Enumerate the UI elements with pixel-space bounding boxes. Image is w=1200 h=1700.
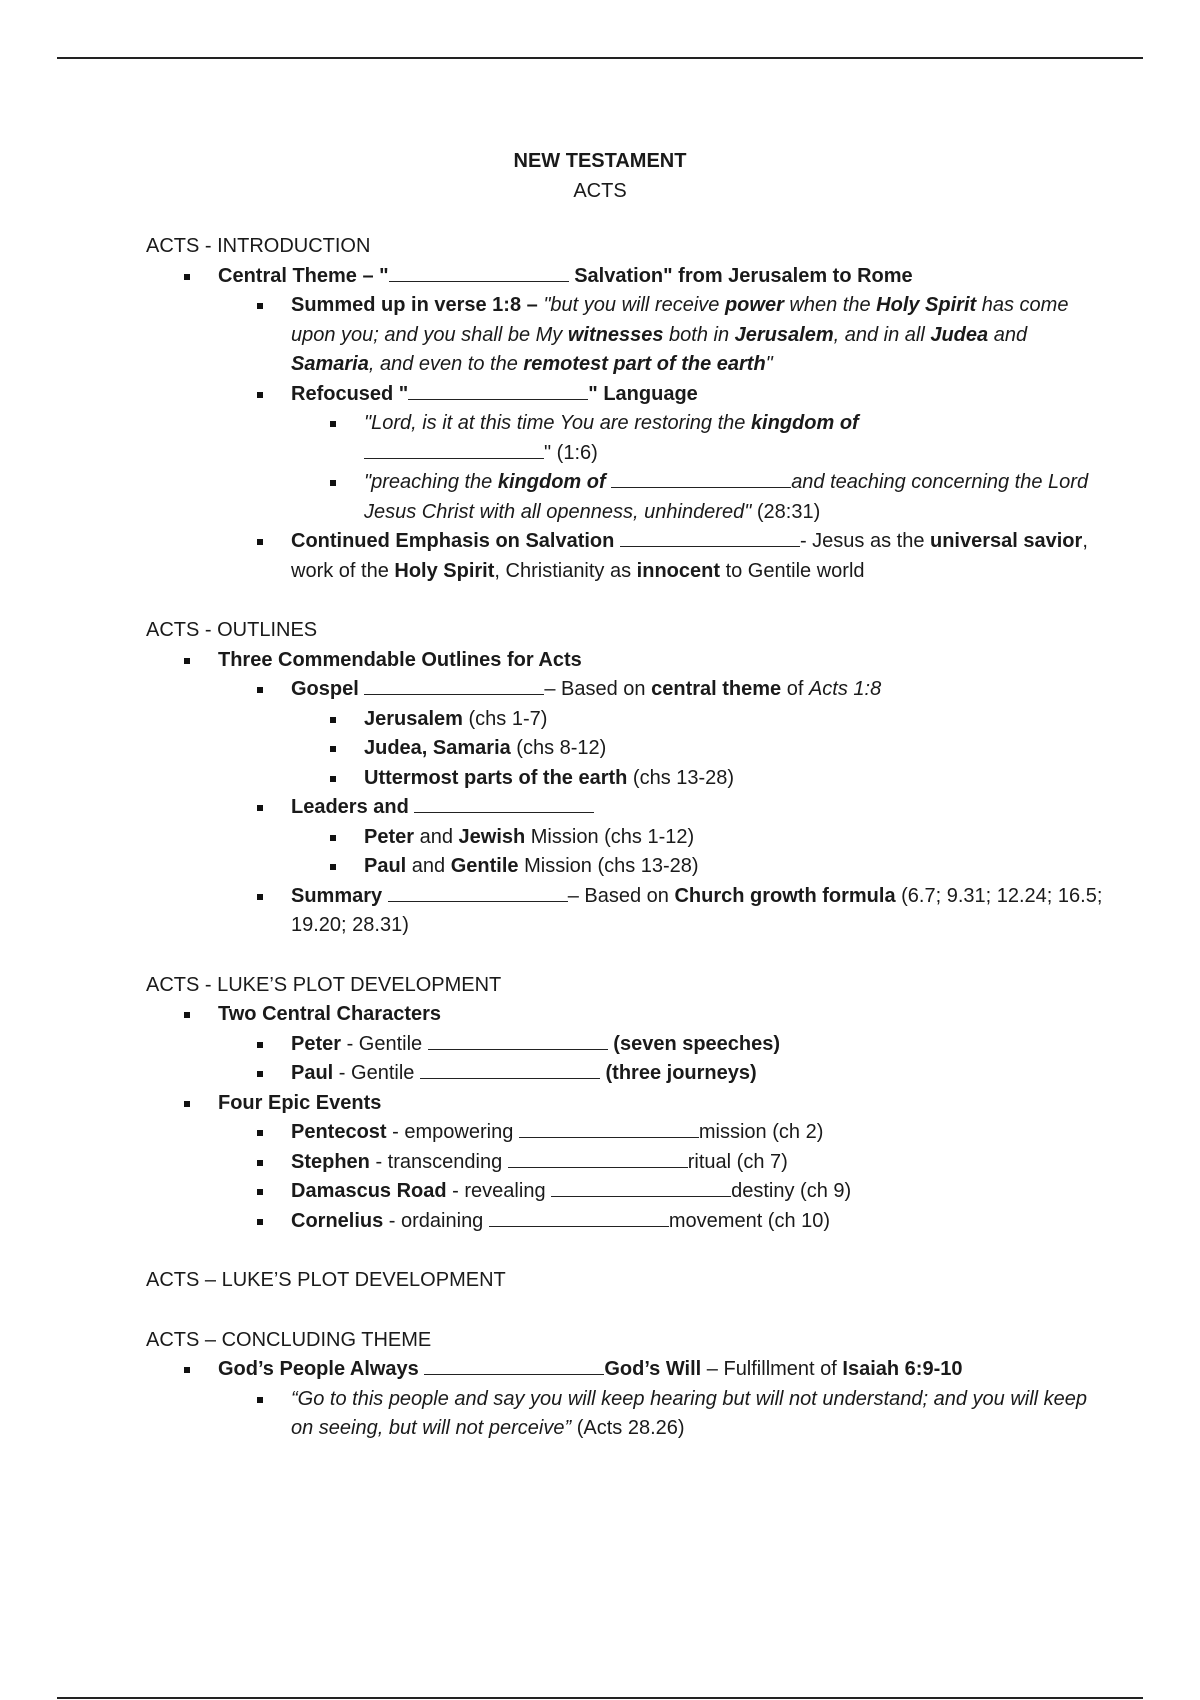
item-text: – Based on bbox=[544, 678, 652, 700]
section-concluding-theme bbox=[146, 1326, 1106, 1444]
quote-text: "Lord, is it at this time You are restoring the bbox=[364, 412, 751, 434]
item-text: - empowering bbox=[386, 1121, 519, 1143]
quote-text: both in bbox=[663, 323, 735, 346]
list-item bbox=[146, 1000, 1106, 1030]
verse-ref: (Acts 28.26) bbox=[571, 1417, 685, 1439]
item-text: - ordaining bbox=[383, 1209, 489, 1232]
chapter-ref: (chs 8-12) bbox=[510, 737, 607, 759]
bottom-rule bbox=[57, 1697, 1143, 1699]
quote-text: has come upon you; and you shall be My bbox=[291, 294, 1069, 346]
emphasis: Church growth formula bbox=[674, 884, 896, 907]
fill-blank bbox=[611, 469, 791, 488]
document-title-block bbox=[0, 146, 1200, 206]
item-text: Mission (chs 13-28) bbox=[518, 855, 699, 877]
list-item bbox=[146, 882, 1106, 941]
chapter-ref: (chs 13-28) bbox=[627, 766, 735, 789]
list-item bbox=[146, 1118, 1106, 1148]
emphasis: universal savior bbox=[930, 530, 1083, 552]
list-item bbox=[146, 468, 1106, 527]
section-outlines bbox=[146, 616, 1106, 941]
item-text: Mission (chs 1-12) bbox=[525, 825, 695, 848]
fill-blank bbox=[414, 794, 594, 813]
fill-blank bbox=[364, 440, 544, 459]
list-item bbox=[146, 291, 1106, 380]
emphasis: Gentile bbox=[450, 855, 519, 877]
item-text: to Gentile world bbox=[720, 559, 865, 582]
verse-ref: (28:31) bbox=[751, 500, 821, 523]
item-text: – Fulfillment of bbox=[701, 1358, 843, 1380]
item-label: Gospel bbox=[291, 678, 359, 700]
section-heading: ACTS - OUTLINES bbox=[146, 619, 318, 641]
item-label: Salvation" from Jerusalem to Rome bbox=[568, 264, 913, 287]
fill-blank bbox=[620, 528, 800, 547]
item-label: Two Central Characters bbox=[218, 1003, 442, 1025]
fill-blank bbox=[389, 263, 569, 282]
item-text: and bbox=[406, 855, 451, 877]
fill-blank bbox=[519, 1119, 699, 1138]
quote-text: "preaching the bbox=[364, 471, 498, 493]
list-item bbox=[146, 1089, 1106, 1119]
list-item bbox=[146, 793, 1106, 823]
emphasis: Peter bbox=[364, 825, 415, 848]
item-text: of bbox=[781, 678, 809, 700]
quote-text: and bbox=[988, 323, 1028, 346]
top-rule bbox=[57, 57, 1143, 59]
emphasis: power bbox=[724, 294, 784, 316]
item-text: , work of the bbox=[291, 530, 1088, 582]
fill-blank bbox=[388, 883, 568, 902]
item-label: God’s People Always bbox=[218, 1358, 419, 1380]
list-item bbox=[146, 705, 1106, 735]
item-text: - Gentile bbox=[341, 1032, 428, 1055]
emphasis: God’s Will bbox=[604, 1358, 702, 1380]
emphasis: Jerusalem bbox=[734, 323, 834, 346]
chapter-ref: (chs 1-7) bbox=[462, 707, 548, 730]
item-text: and bbox=[414, 825, 459, 848]
section-plot-development bbox=[146, 971, 1106, 1237]
item-text: – Based on bbox=[567, 884, 675, 907]
emphasis: Jewish bbox=[458, 825, 526, 848]
item-text: - Jesus as the bbox=[799, 530, 930, 552]
list-item bbox=[146, 734, 1106, 764]
fill-blank bbox=[364, 676, 544, 695]
section-heading: ACTS - INTRODUCTION bbox=[146, 235, 371, 257]
item-text: ritual (ch 7) bbox=[687, 1150, 788, 1173]
section-plot-development-2 bbox=[146, 1266, 1106, 1296]
list-item bbox=[146, 1177, 1106, 1207]
list-item bbox=[146, 646, 1106, 676]
item-label: Damascus Road bbox=[291, 1180, 447, 1202]
fill-blank bbox=[508, 1149, 688, 1168]
quote-text: , and even to the bbox=[368, 353, 524, 375]
outline-content bbox=[146, 232, 1106, 1474]
document-subtitle: ACTS bbox=[573, 180, 627, 202]
item-text: mission (ch 2) bbox=[698, 1121, 824, 1143]
verse-ref: (6.7; 9.31; 12.24; 16.5; 19.20; 28.31) bbox=[291, 884, 1103, 936]
emphasis: (seven speeches) bbox=[607, 1032, 781, 1055]
item-text: destiny (ch 9) bbox=[731, 1180, 852, 1202]
quote-text: and teaching concerning the Lord Jesus Christ with all openness, unhindered" bbox=[364, 471, 1089, 523]
item-label: Summary bbox=[291, 884, 383, 907]
emphasis: witnesses bbox=[567, 323, 664, 346]
emphasis: kingdom of bbox=[497, 471, 606, 493]
item-label: Jerusalem bbox=[364, 707, 463, 730]
list-item bbox=[146, 527, 1106, 586]
list-item bbox=[146, 1385, 1106, 1444]
item-label: Uttermost parts of the earth bbox=[364, 766, 628, 789]
item-label: Peter bbox=[291, 1032, 342, 1055]
document-title: NEW TESTAMENT bbox=[513, 150, 687, 172]
section-heading: ACTS – LUKE’S PLOT DEVELOPMENT bbox=[146, 1269, 506, 1291]
item-label: Three Commendable Outlines for Acts bbox=[218, 648, 582, 671]
list-item bbox=[146, 1355, 1106, 1385]
emphasis: central theme bbox=[651, 678, 782, 700]
fill-blank bbox=[428, 1031, 608, 1050]
item-label: Cornelius bbox=[291, 1209, 384, 1232]
item-label: Judea, Samaria bbox=[364, 737, 511, 759]
emphasis: Samaria bbox=[291, 353, 369, 375]
item-label: Continued Emphasis on Salvation bbox=[291, 530, 615, 552]
section-heading: ACTS – CONCLUDING THEME bbox=[146, 1328, 432, 1351]
emphasis: innocent bbox=[636, 559, 721, 582]
list-item bbox=[146, 823, 1106, 853]
fill-blank bbox=[408, 381, 588, 400]
emphasis: Paul bbox=[364, 855, 407, 877]
list-item bbox=[146, 1148, 1106, 1178]
list-item bbox=[146, 764, 1106, 794]
list-item bbox=[146, 1207, 1106, 1237]
verse-ref: " (1:6) bbox=[544, 441, 598, 464]
item-text: - Gentile bbox=[333, 1062, 420, 1084]
fill-blank bbox=[424, 1356, 604, 1375]
item-label: " Language bbox=[588, 382, 698, 405]
verse-ref: Acts 1:8 bbox=[808, 678, 882, 700]
item-label: Refocused " bbox=[291, 382, 409, 405]
list-item bbox=[146, 409, 1106, 468]
fill-blank bbox=[489, 1208, 669, 1227]
item-label: Pentecost bbox=[291, 1121, 387, 1143]
item-text: movement (ch 10) bbox=[668, 1209, 831, 1232]
list-item bbox=[146, 262, 1106, 292]
emphasis: Judea bbox=[930, 323, 989, 346]
section-heading: ACTS - LUKE’S PLOT DEVELOPMENT bbox=[146, 973, 502, 996]
quote-text: , and in all bbox=[833, 323, 931, 346]
fill-blank bbox=[420, 1060, 600, 1079]
quote-text: when the bbox=[783, 294, 877, 316]
item-text: - transcending bbox=[369, 1150, 508, 1173]
quote-text: “Go to this people and say you will keep hearing but will not understand; and you will keep on seeing, but will not perceive” bbox=[291, 1387, 1088, 1439]
emphasis: kingdom of bbox=[750, 412, 859, 434]
quote-text: " bbox=[765, 353, 773, 375]
emphasis: Isaiah 6:9-10 bbox=[842, 1358, 963, 1380]
item-text: , Christianity as bbox=[494, 559, 637, 582]
item-label: Central Theme – " bbox=[218, 264, 389, 287]
emphasis: Holy Spirit bbox=[394, 559, 495, 582]
emphasis: remotest part of the earth bbox=[523, 353, 766, 375]
item-text: - revealing bbox=[446, 1180, 552, 1202]
item-label: Four Epic Events bbox=[218, 1091, 382, 1114]
section-introduction bbox=[146, 232, 1106, 586]
emphasis: (three journeys) bbox=[599, 1062, 757, 1084]
list-item bbox=[146, 1030, 1106, 1060]
list-item bbox=[146, 1059, 1106, 1089]
emphasis: Holy Spirit bbox=[876, 294, 977, 316]
item-label: Summed up in verse 1:8 – bbox=[291, 294, 538, 316]
item-label: Stephen bbox=[291, 1150, 370, 1173]
list-item bbox=[146, 852, 1106, 882]
fill-blank bbox=[551, 1178, 731, 1197]
quote-text: "but you will receive bbox=[537, 294, 725, 316]
list-item bbox=[146, 380, 1106, 410]
list-item bbox=[146, 675, 1106, 705]
item-label: Leaders and bbox=[291, 796, 409, 818]
item-label: Paul bbox=[291, 1062, 334, 1084]
